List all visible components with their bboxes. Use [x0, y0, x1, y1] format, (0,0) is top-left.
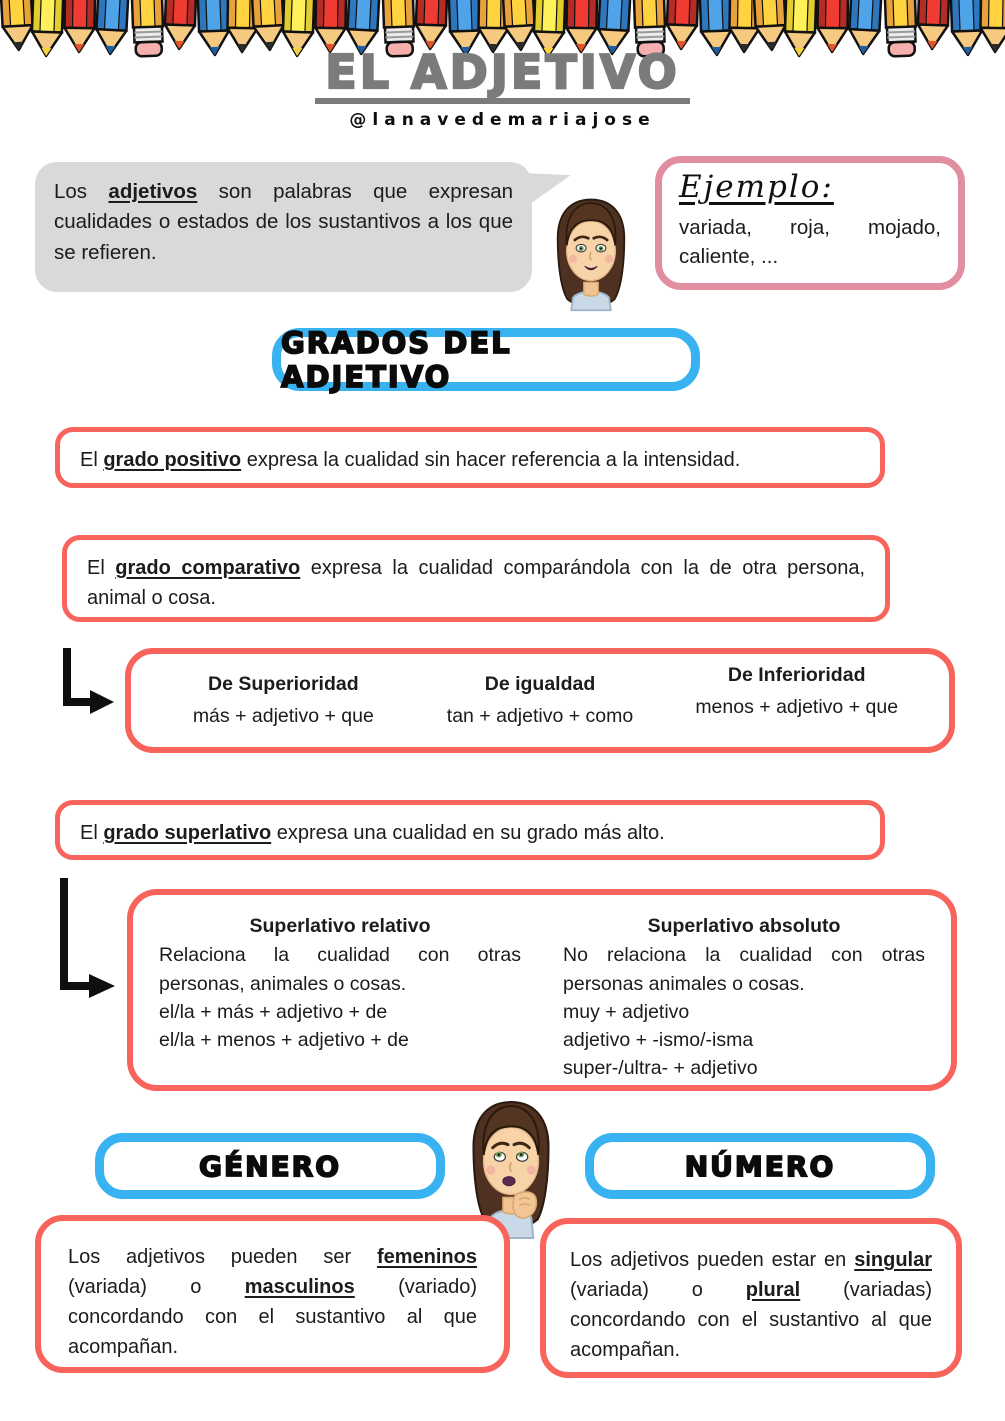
superlativo-text-pre: El	[80, 822, 104, 844]
superlativo-absoluto-formula-2: adjetivo + -ismo/-isma	[563, 1029, 754, 1052]
superlativo-keyword: grado superlativo	[103, 822, 272, 844]
positivo-keyword: grado positivo	[103, 449, 242, 471]
definition-text-post: son palabras que expresan cualidades o estados de los sustantivos a los que se refieren.	[54, 180, 513, 264]
positivo-text-post: expresa la cualidad sin hacer referencia a la intensidad.	[241, 449, 741, 471]
numero-heading-label: NÚMERO	[684, 1149, 836, 1183]
numero-keyword-singular: singular	[854, 1249, 932, 1271]
grados-heading-label: GRADOS DEL ADJETIVO	[281, 325, 512, 394]
superlativo-absoluto-col	[563, 912, 925, 1080]
numero-text-box	[540, 1218, 962, 1378]
superioridad-formula: más + adjetivo + que	[192, 705, 374, 727]
example-words: variada, roja, mojado, caliente, ...	[679, 216, 941, 269]
comparativo-type-superioridad	[155, 671, 412, 731]
definition-keyword: adjetivos	[108, 180, 198, 203]
comparativo-text-post: expresa la cualidad comparándola con la de otra persona, animal o cosa.	[87, 557, 865, 609]
superlativo-relativo-desc: Relaciona la cualidad con otras personas, animales o cosas.	[159, 944, 521, 995]
superlativo-types-box	[127, 889, 957, 1091]
superlativo-relativo-formula-2: el/la + menos + adjetivo + de	[159, 1029, 409, 1052]
comparativo-type-igualdad	[412, 671, 669, 731]
superlativo-relativo-formula-1: el/la + más + adjetivo + de	[159, 1000, 388, 1023]
definition-text-pre: Los	[54, 180, 109, 203]
example-title: Ejemplo:	[679, 169, 834, 205]
comparativo-text-pre: El	[87, 557, 116, 579]
section-heading-numero	[585, 1133, 935, 1199]
section-heading-genero	[95, 1133, 445, 1199]
comparativo-box	[62, 535, 890, 622]
avatar-smiling-icon	[546, 196, 636, 312]
inferioridad-formula: menos + adjetivo + que	[695, 696, 899, 718]
igualdad-formula: tan + adjetivo + como	[446, 705, 634, 727]
igualdad-title: De igualdad	[484, 672, 596, 695]
inferioridad-title: De Inferioridad	[727, 663, 866, 686]
positivo-text-pre: El	[80, 449, 104, 471]
definition-speech-bubble	[35, 162, 532, 292]
superlativo-text-post: expresa una cualidad en su grado más alto.	[271, 822, 665, 844]
comparativo-type-inferioridad	[668, 662, 925, 722]
genero-text-1: Los adjetivos pueden ser	[68, 1246, 377, 1268]
superlativo-relativo-col	[159, 912, 521, 1068]
genero-heading-label: GÉNERO	[198, 1149, 342, 1183]
superlativo-absoluto-formula-1: muy + adjetivo	[563, 1000, 690, 1023]
page-title: EL ADJETIVO	[315, 48, 689, 104]
positivo-box	[55, 427, 885, 488]
elbow-arrow-icon	[55, 878, 117, 1000]
numero-text-3: (variadas) concordando con el sustantivo al que acompañan.	[570, 1279, 932, 1361]
comparativo-keyword: grado comparativo	[115, 557, 301, 579]
example-box	[655, 156, 965, 290]
comparativo-types-box	[125, 648, 955, 753]
numero-text-1: Los adjetivos pueden estar en	[570, 1249, 855, 1271]
superlativo-absoluto-title: Superlativo absoluto	[647, 915, 841, 937]
superlativo-box	[55, 800, 885, 860]
genero-text-box	[35, 1215, 510, 1373]
superlativo-absoluto-desc: No relaciona la cualidad con otras personas animales o cosas.	[563, 944, 925, 995]
superlativo-absoluto-formula-3: super-/ultra- + adjetivo	[563, 1057, 758, 1080]
numero-keyword-plural: plural	[745, 1279, 801, 1301]
genero-keyword-masculinos: masculinos	[244, 1276, 355, 1298]
elbow-arrow-icon	[58, 648, 116, 716]
genero-keyword-femeninos: femeninos	[376, 1246, 477, 1268]
genero-text-2: (variada) o	[68, 1276, 245, 1298]
superioridad-title: De Superioridad	[208, 672, 359, 695]
numero-text-2: (variada) o	[570, 1279, 746, 1301]
superlativo-relativo-title: Superlativo relativo	[249, 915, 431, 937]
author-handle: @lanavedemariajose	[349, 110, 656, 130]
genero-text-3: (variado) concordando con el sustantivo al que acompañan.	[68, 1276, 477, 1358]
section-heading-grados	[272, 325, 700, 394]
